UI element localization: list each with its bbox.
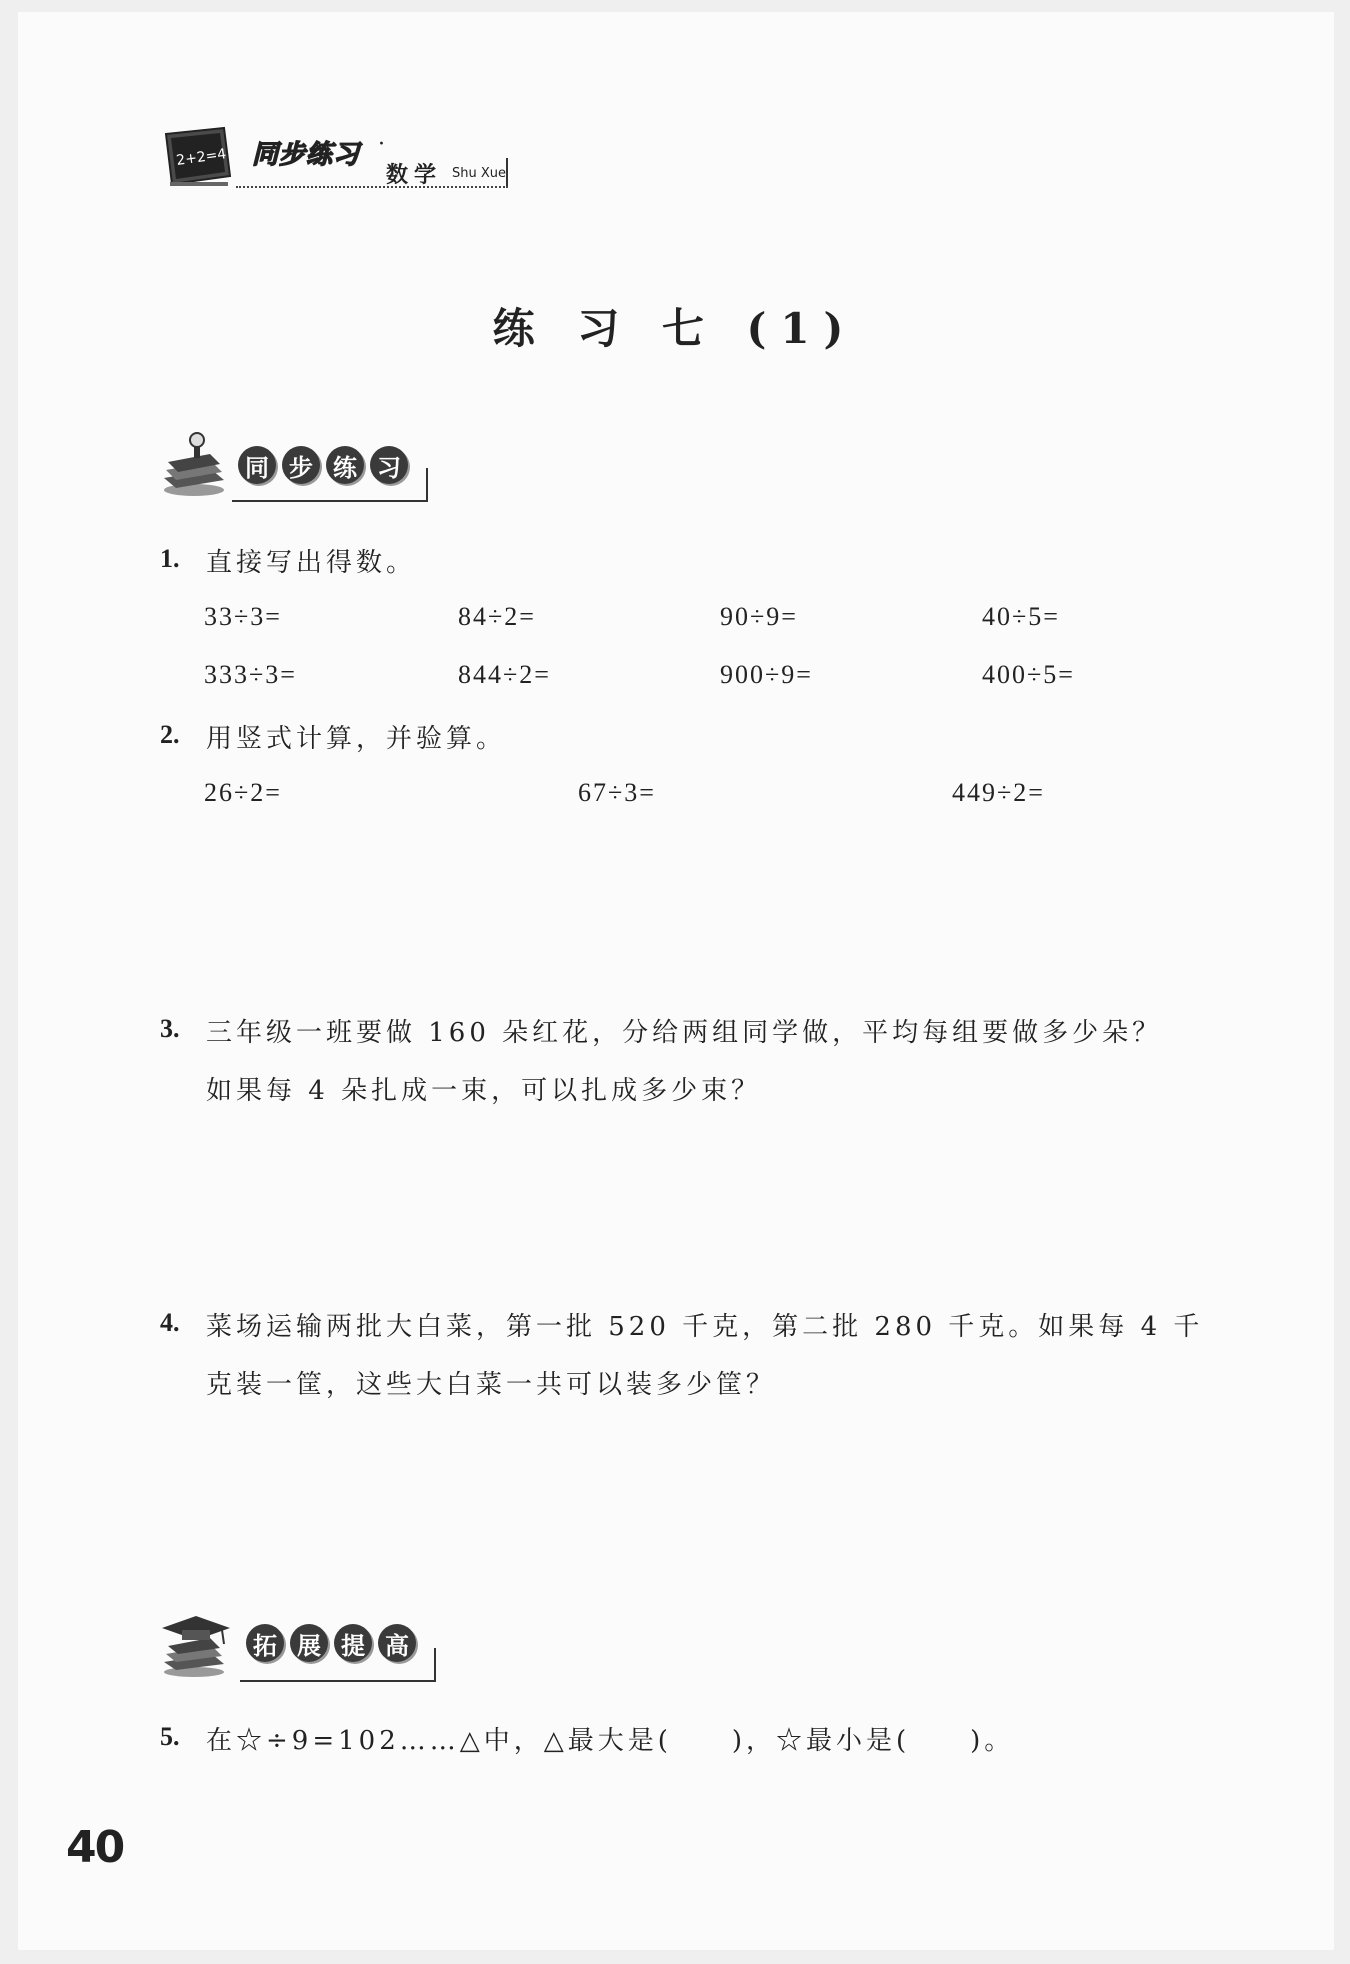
badge-char: 拓 bbox=[246, 1624, 284, 1662]
subject-pinyin: Shu Xue bbox=[452, 166, 507, 181]
math-expression: 67÷3= bbox=[578, 778, 656, 807]
badge-underline bbox=[240, 1648, 436, 1682]
badge-char: 展 bbox=[290, 1624, 328, 1662]
header-rule-edge bbox=[506, 158, 508, 186]
question-text: 克装一筐，这些大白菜一共可以装多少筐？ bbox=[206, 1370, 777, 1400]
question-number: 3. bbox=[160, 1014, 180, 1043]
math-expression: 33÷3= bbox=[204, 602, 282, 631]
math-expression: 900÷9= bbox=[720, 660, 813, 689]
badge-underline bbox=[232, 468, 428, 502]
question-text: 在☆÷9=102……△中，△最大是( )，☆最小是( )。 bbox=[206, 1726, 1015, 1756]
chalkboard-icon bbox=[162, 126, 234, 188]
math-expression: 333÷3= bbox=[204, 660, 297, 689]
badge-char: 高 bbox=[378, 1624, 416, 1662]
question-text: 三年级一班要做 160 朵红花，分给两组同学做，平均每组要做多少朵？ bbox=[206, 1018, 1163, 1048]
badge-char: 同 bbox=[238, 446, 276, 484]
page-title: 练 习 七 (1) bbox=[492, 304, 858, 353]
math-expression: 40÷5= bbox=[982, 602, 1060, 631]
header-dot: · bbox=[378, 132, 385, 157]
question-text: 菜场运输两批大白菜，第一批 520 千克，第二批 280 千克。如果每 4 千 bbox=[206, 1312, 1204, 1342]
page-number: 40 bbox=[66, 1822, 124, 1873]
badge-char: 步 bbox=[282, 446, 320, 484]
subject-name: 数学 bbox=[386, 163, 443, 188]
question-number: 2. bbox=[160, 720, 180, 749]
math-expression: 26÷2= bbox=[204, 778, 282, 807]
question-number: 1. bbox=[160, 544, 180, 573]
question-text: 直接写出得数。 bbox=[206, 548, 417, 578]
question-number: 5. bbox=[160, 1722, 180, 1751]
badge-char: 习 bbox=[370, 446, 408, 484]
chalkboard-text: 2+2=4 bbox=[175, 146, 228, 169]
header-rule bbox=[236, 186, 508, 188]
math-expression: 449÷2= bbox=[952, 778, 1045, 807]
books-lamp-icon bbox=[158, 430, 228, 500]
question-number: 4. bbox=[160, 1308, 180, 1337]
question-text: 如果每 4 朵扎成一束，可以扎成多少束？ bbox=[206, 1076, 762, 1106]
math-expression: 844÷2= bbox=[458, 660, 551, 689]
math-expression: 90÷9= bbox=[720, 602, 798, 631]
badge-char: 练 bbox=[326, 446, 364, 484]
math-expression: 400÷5= bbox=[982, 660, 1075, 689]
math-expression: 84÷2= bbox=[458, 602, 536, 631]
series-name: 同步练习 bbox=[252, 140, 361, 170]
badge-char: 提 bbox=[334, 1624, 372, 1662]
question-text: 用竖式计算，并验算。 bbox=[206, 724, 507, 754]
books-graduation-cap-icon bbox=[156, 1610, 232, 1680]
